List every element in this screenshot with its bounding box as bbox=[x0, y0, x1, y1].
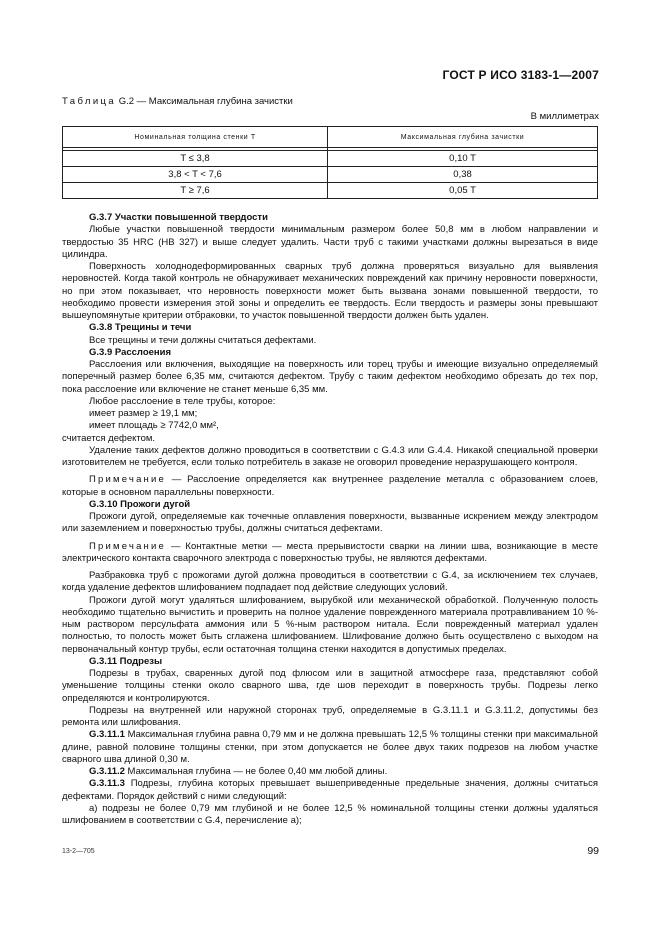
table-cell-thickness: 3,8 < T < 7,6 bbox=[63, 167, 328, 183]
clause-text: Максимальная глубина — не более 0,40 мм любой длины. bbox=[124, 766, 388, 777]
note-paragraph bbox=[62, 474, 598, 499]
table-row bbox=[63, 167, 598, 183]
numbered-paragraph bbox=[62, 778, 598, 803]
body-paragraph: имеет размер ≥ 19,1 мм; bbox=[89, 408, 198, 419]
numbered-paragraph bbox=[62, 729, 598, 766]
body-paragraph: Поверхность холоднодеформированных сварных труб должна проверяться визуально для выявления неровностей. Когда такой контроль не обнаруживает механических повреждений как причину неровности поверхности, но при этом показывает, что неровность поверхности может быть вызвана зонами повышенной твердости, то необходимо провести измерения этой зоны и определить ее твердость. Если твердость и размеры зоны превышают вышеупомянутые критерии отбраковки, то участок повышенной твердости должен быть удален. bbox=[62, 261, 598, 321]
body-paragraph: считается дефектом. bbox=[62, 432, 156, 444]
note-text: — Контактные метки — места прерывистости сварки на линии шва, возникающие в месте электрического контакта сварочного электрода с поверхностью трубы, не являются дефектами. bbox=[62, 540, 598, 564]
table-row bbox=[63, 151, 598, 167]
note-label: Примечание bbox=[89, 540, 166, 552]
body-paragraph: Удаление таких дефектов должно проводиться в соответствии с G.4.3 или G.4.4. Никакой специальной проверки изготовителем не требуется, если только потребитель в заказе не оговорил проведение неразрушающего контроля. bbox=[62, 444, 598, 468]
table-title-word: Таблица bbox=[62, 96, 117, 107]
table-header-depth: Максимальная глубина зачистки bbox=[328, 127, 598, 148]
section-heading: G.3.11 Подрезы bbox=[89, 655, 163, 667]
section-heading: G.3.9 Расслоения bbox=[89, 346, 172, 358]
table-title bbox=[62, 96, 293, 107]
note-paragraph bbox=[62, 541, 598, 566]
clause-text: Подрезы, глубина которых превышает вышеприведенные предельные значения, должны считаться дефектами. Порядок действий с ними следующий: bbox=[62, 778, 598, 802]
clause-number: G.3.11.3 bbox=[89, 778, 125, 790]
body-paragraph: Разбраковка труб с прожогами дугой должна проводиться в соответствии с G.4, за исключением тех случаев, когда удаление дефектов шлифованием подпадает под действие следующих условий. bbox=[62, 570, 598, 594]
section-heading: G.3.8 Трещины и течи bbox=[89, 322, 192, 334]
table-row bbox=[63, 183, 598, 199]
body-paragraph: Подрезы в трубах, сваренных дугой под флюсом или в защитной атмосфере газа, представляют собой уменьшение толщины стенки около сварного шва, где шов переходит в поверхность трубы. Подрезы легко определяются и контролируются. bbox=[62, 668, 598, 704]
table-cell-depth: 0,10 T bbox=[328, 151, 598, 167]
body-paragraph: Подрезы на внутренней или наружной сторонах труб, определяемые в G.3.11.1 и G.3.11.2, допустимы без ремонта или шлифования. bbox=[62, 704, 598, 728]
body-paragraph: Расслоения или включения, выходящие на поверхность или торец трубы и имеющие визуально определяемый поперечный размер более 6,35 мм, считаются дефектом. Трубу с таким дефектом необходимо обрезать до тех пор, пока расслоение или включение не станет меньше 6,35 мм. bbox=[62, 359, 598, 395]
table-cell-thickness: T ≤ 3,8 bbox=[63, 151, 328, 167]
page-number: 99 bbox=[587, 845, 599, 857]
table-header-row bbox=[63, 127, 598, 148]
document-code: ГОСТ Р ИСО 3183-1—2007 bbox=[442, 68, 599, 82]
document-body bbox=[62, 212, 598, 827]
numbered-paragraph bbox=[62, 766, 598, 778]
table-units: В миллиметрах bbox=[530, 111, 599, 122]
section-heading: G.3.10 Прожоги дугой bbox=[89, 498, 191, 510]
clause-text: Максимальная глубина равна 0,79 мм и не должна превышать 12,5 % толщины стенки при максимальной длине, равной половине толщины стенки, при этом допускается не более двух таких подрезов на любом участке сварного шва длиной 0,30 м. bbox=[62, 729, 598, 765]
body-paragraph: имеет площадь ≥ 7742,0 мм², bbox=[89, 420, 219, 432]
section-heading: G.3.7 Участки повышенной твердости bbox=[89, 212, 268, 223]
body-paragraph: Любое расслоение в теле трубы, которое: bbox=[89, 395, 276, 407]
max-grinding-depth-table bbox=[62, 126, 598, 199]
table-cell-thickness: T ≥ 7,6 bbox=[63, 183, 328, 199]
body-paragraph: а) подрезы не более 0,79 мм глубиной и не более 12,5 % номинальной толщины стенки должны удаляться шлифованием в соответствии с G.4, перечисление а); bbox=[62, 802, 598, 826]
note-text: — Расслоение определяется как внутреннее разделение металла с образованием слоев, которые в основном параллельны поверхности. bbox=[62, 474, 598, 498]
clause-number: G.3.11.1 bbox=[89, 729, 125, 741]
body-paragraph: Прожоги дугой могут удаляться шлифованием, вырубкой или механической обработкой. Полученную полость необходимо тщательно вычистить и проверить на полное удаление поврежденного материала протравливанием 10 %-ным раствором персульфата аммония или 5 %-ным раствором нитала. Если поврежденный материал удален полностью, то полость может быть сглажена шлифованием. Шлифование должно быть осуществлено с выходом на первоначальный контур трубы, если остаточная толщина стенки находится в допустимых пределах. bbox=[62, 594, 598, 655]
note-label: Примечание bbox=[89, 474, 166, 486]
body-paragraph: Прожоги дугой, определяемые как точечные оплавления поверхности, вызванные искрением между электродом или заземлением и поверхностью трубы, должны считаться дефектами. bbox=[62, 511, 598, 535]
table-cell-depth: 0,05 T bbox=[328, 183, 598, 199]
table-header-thickness: Номинальная толщина стенки T bbox=[63, 127, 328, 148]
body-paragraph: Все трещины и течи должны считаться дефектами. bbox=[89, 334, 317, 346]
body-paragraph: Любые участки повышенной твердости минимальным размером более 50,8 мм в любом направлении и твердостью 35 HRC (HB 327) и выше следует удалить. Части труб с такими участками должны вырезаться в виде цилиндра. bbox=[62, 224, 598, 260]
footer-code: 13-2—705 bbox=[62, 848, 95, 855]
table-title-text: G.2 — Максимальная глубина зачистки bbox=[118, 96, 293, 107]
table-cell-depth: 0,38 bbox=[328, 167, 598, 183]
clause-number: G.3.11.2 bbox=[89, 766, 125, 777]
